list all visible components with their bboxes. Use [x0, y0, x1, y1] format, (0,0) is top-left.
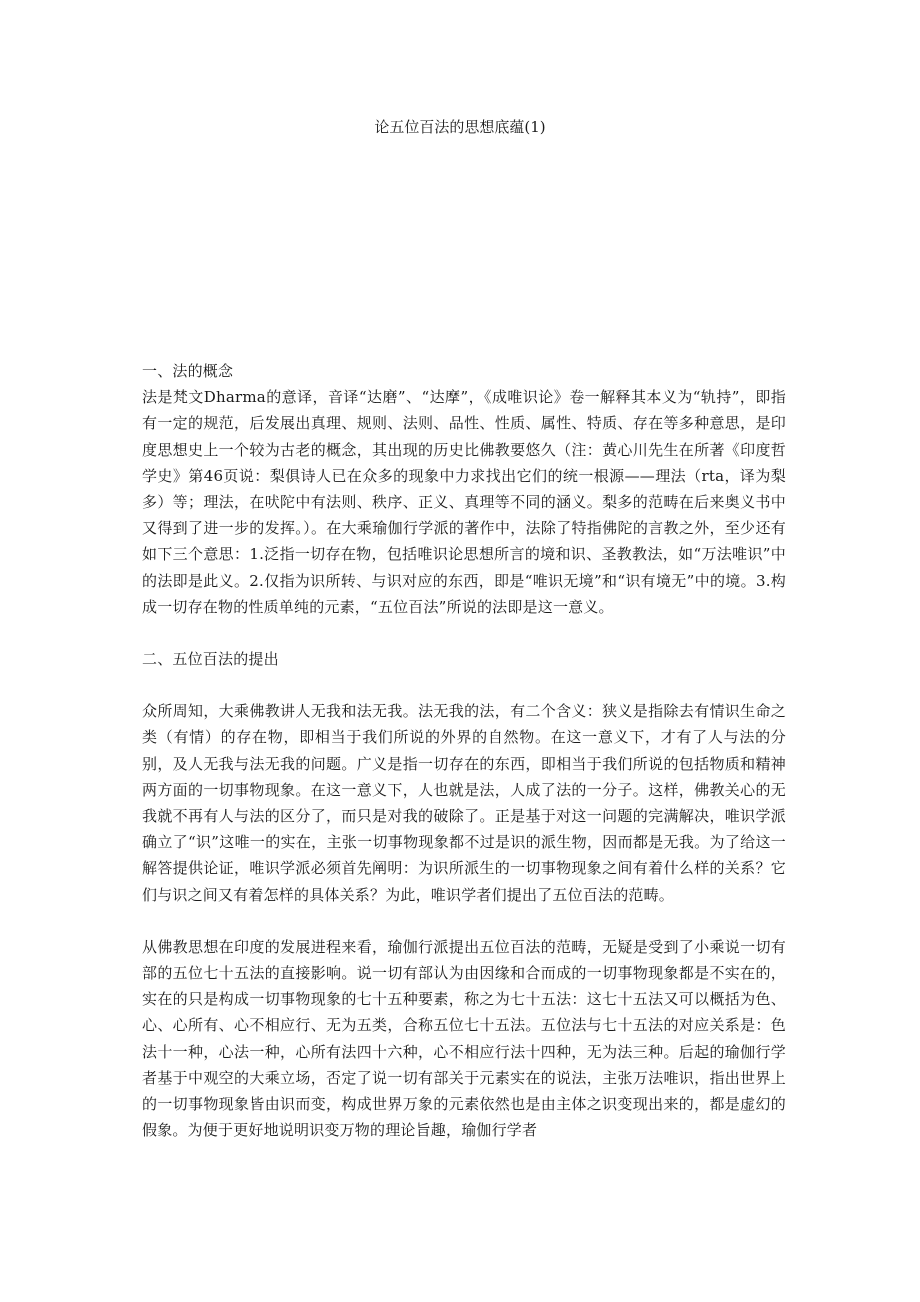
- paragraph-spacer: [142, 908, 786, 934]
- section-heading-concept: 一、法的概念: [142, 362, 234, 380]
- paragraph-spacer: [142, 620, 786, 646]
- paragraph-no-self: 众所周知，大乘佛教讲人无我和法无我。法无我的法，有二个含义：狭义是指除去有情识生命之类（有情）的存在物，即相当于我们所说的外界的自然物。在这一意义下，才有了人与法的分别，及人无我与法无我的问题。广义是指一切存在的东西，即相当于我们所说的包括物质和精神两方面的一切事物现象。在这一意义下，人也就是法，人成了法的一分子。这样，佛教关心的无我就不再有人与法的区分了，而只是对我的破除了。正是基于对这一问题的完满解决，唯识学派确立了“识”这唯一的实在，主张一切事物现象都不过是识的派生物，因而都是无我。为了给这一解答提供论证，唯识学派必须首先阐明：为识所派生的一切事物现象之间有着什么样的关系？它们与识之间又有着怎样的具体关系？为此，唯识学者们提出了五位百法的范畴。: [142, 702, 786, 904]
- paragraph-spacer: [142, 672, 786, 698]
- document-title: 论五位百法的思想底蕴(1): [374, 118, 546, 136]
- document-body: [142, 358, 786, 1143]
- paragraph-historical-development: 从佛教思想在印度的发展进程来看，瑜伽行派提出五位百法的范畴，无疑是受到了小乘说一切有部的五位七十五法的直接影响。说一切有部认为由因缘和合而成的一切事物现象都是不实在的，实在的只是构成一切事物现象的七十五种要素，称之为七十五法：这七十五法又可以概括为色、心、心所有、心不相应行、无为五类，合称五位七十五法。五位法与七十五法的对应关系是：色法十一种，心法一种，心所有法四十六种，心不相应行法十四种，无为法三种。后起的瑜伽行学者基于中观空的大乘立场，否定了说一切有部关于元素实在的说法，主张万法唯识，指出世界上的一切事物现象皆由识而变，构成世界万象的元素依然也是由主体之识变现出来的，都是虚幻的假象。为便于更好地说明识变万物的理论旨趣，瑜伽行学者: [142, 937, 786, 1140]
- section-heading-origin: 二、五位百法的提出: [142, 650, 279, 669]
- paragraph-concept-of-dharma: 法是梵文Dharma的意译，音译“达磨”、“达摩”，《成唯识论》卷一解释其本义为“轨持”，即指有一定的规范，后发展出真理、规则、法则、品性、性质、属性、特质、存在等多种意思，是印度思想史上一个较为古老的概念，其出现的历史比佛教要悠久（注：黄心川先生在所著《印度哲学史》第46页说：梨俱诗人已在众多的现象中力求找出它们的统一根源——理法（rta，译为梨多）等；理法，在吠陀中有法则、秩序、正义、真理等不同的涵义。梨多的范畴在后来奥义书中又得到了进一步的发挥。）。在大乘瑜伽行学派的著作中，法除了特指佛陀的言教之外，至少还有如下三个意思：1.泛指一切存在物，包括唯识论思想所言的境和识、圣教教法，如“万法唯识”中的法即是此义。2.仅指为识所转、与识对应的东西，即是“唯识无境”和“识有境无”中的境。3.构成一切存在物的性质单纯的元素，“五位百法”所说的法即是这一意义。: [142, 388, 786, 616]
